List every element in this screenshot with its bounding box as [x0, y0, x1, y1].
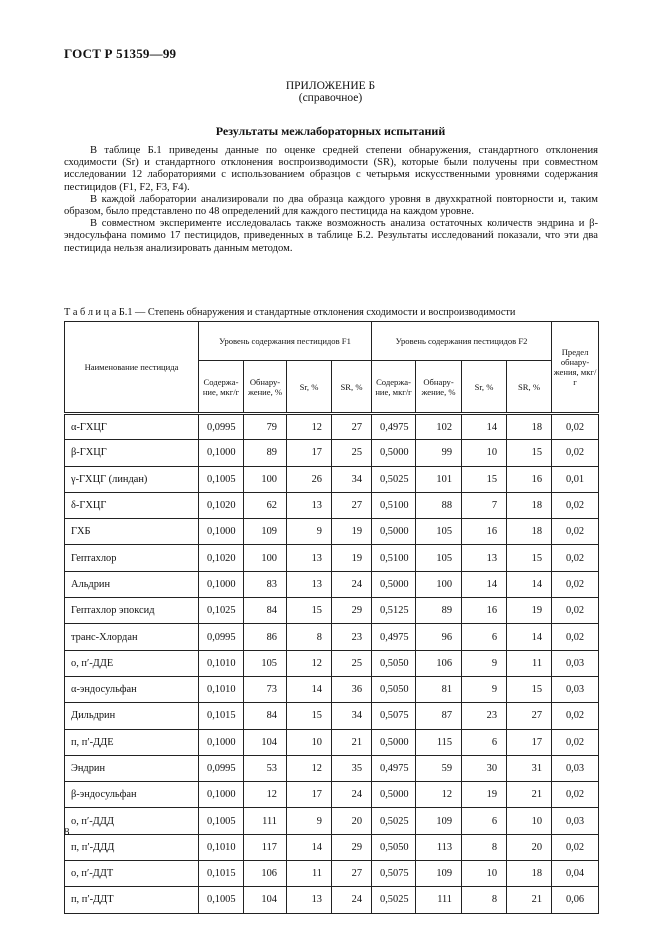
- cell-content-f1: 0,1000: [199, 571, 244, 597]
- cell-content-f2: 0,4975: [372, 624, 416, 650]
- cell-detection-f2: 105: [416, 545, 462, 571]
- cell-sr-f2: 19: [462, 782, 507, 808]
- cell-sR-f1: 36: [332, 676, 372, 702]
- cell-pesticide-name: о, п′-ДДТ: [65, 861, 199, 887]
- cell-content-f2: 0,5050: [372, 834, 416, 860]
- cell-sr-f1: 12: [287, 650, 332, 676]
- cell-sr-f2: 6: [462, 808, 507, 834]
- table-row: [65, 650, 599, 676]
- cell-detection-limit: 0,02: [552, 492, 599, 518]
- col-header-sR-f1: SR, %: [332, 361, 372, 414]
- cell-pesticide-name: Альдрин: [65, 571, 199, 597]
- appendix-subtitle: (справочное): [298, 92, 363, 104]
- cell-sr-f1: 12: [287, 755, 332, 781]
- cell-content-f1: 0,1010: [199, 834, 244, 860]
- cell-content-f1: 0,0995: [199, 414, 244, 440]
- cell-sr-f1: 10: [287, 729, 332, 755]
- cell-sR-f1: 34: [332, 703, 372, 729]
- col-header-name: Наименование пестицида: [65, 322, 199, 414]
- cell-content-f2: 0,5000: [372, 440, 416, 466]
- cell-content-f1: 0,1005: [199, 887, 244, 913]
- cell-sr-f2: 7: [462, 492, 507, 518]
- cell-sr-f2: 6: [462, 729, 507, 755]
- cell-sr-f1: 13: [287, 887, 332, 913]
- cell-sR-f2: 20: [507, 834, 552, 860]
- cell-content-f1: 0,1015: [199, 703, 244, 729]
- cell-detection-limit: 0,02: [552, 519, 599, 545]
- cell-detection-f2: 96: [416, 624, 462, 650]
- cell-content-f2: 0,5100: [372, 492, 416, 518]
- cell-content-f2: 0,4975: [372, 414, 416, 440]
- col-header-sr-f1: Sr, %: [287, 361, 332, 414]
- table-row: [65, 703, 599, 729]
- document-id: ГОСТ Р 51359—99: [64, 46, 177, 61]
- cell-sR-f2: 21: [507, 782, 552, 808]
- cell-sr-f2: 9: [462, 676, 507, 702]
- cell-sR-f1: 21: [332, 729, 372, 755]
- cell-sr-f1: 13: [287, 492, 332, 518]
- col-header-detection-f1: Обнару-жение, %: [244, 361, 287, 414]
- col-header-sR-f2: SR, %: [507, 361, 552, 414]
- cell-sR-f2: 18: [507, 861, 552, 887]
- cell-sR-f1: 34: [332, 466, 372, 492]
- cell-sr-f1: 14: [287, 676, 332, 702]
- col-header-detection-f2: Обнару-жение, %: [416, 361, 462, 414]
- cell-sR-f1: 24: [332, 782, 372, 808]
- table-caption: Т а б л и ц а Б.1 — Степень обнаружения и стандартные отклонения сходимости и воспроизводимости: [64, 307, 516, 318]
- cell-detection-f1: 84: [244, 703, 287, 729]
- cell-detection-limit: 0,02: [552, 729, 599, 755]
- cell-sr-f1: 9: [287, 519, 332, 545]
- col-header-content-f2: Содержа-ние, мкг/г: [372, 361, 416, 414]
- cell-sr-f1: 26: [287, 466, 332, 492]
- cell-detection-f1: 12: [244, 782, 287, 808]
- table-body: [65, 414, 599, 914]
- cell-sR-f2: 31: [507, 755, 552, 781]
- cell-content-f2: 0,5025: [372, 466, 416, 492]
- cell-detection-f1: 100: [244, 466, 287, 492]
- table-row: [65, 808, 599, 834]
- cell-pesticide-name: п, п′-ДДТ: [65, 887, 199, 913]
- cell-detection-limit: 0,02: [552, 624, 599, 650]
- cell-content-f1: 0,1000: [199, 782, 244, 808]
- cell-content-f2: 0,5000: [372, 519, 416, 545]
- cell-sR-f2: 16: [507, 466, 552, 492]
- table-row: [65, 624, 599, 650]
- cell-sR-f1: 27: [332, 492, 372, 518]
- cell-pesticide-name: п, п′-ДДЕ: [65, 729, 199, 755]
- cell-sR-f1: 24: [332, 571, 372, 597]
- cell-detection-f2: 87: [416, 703, 462, 729]
- cell-detection-f1: 89: [244, 440, 287, 466]
- cell-content-f2: 0,5075: [372, 703, 416, 729]
- cell-pesticide-name: δ-ГХЦГ: [65, 492, 199, 518]
- cell-content-f2: 0,5000: [372, 571, 416, 597]
- table-row: [65, 729, 599, 755]
- page-number: 8: [64, 826, 70, 838]
- cell-sR-f1: 20: [332, 808, 372, 834]
- cell-sR-f1: 29: [332, 834, 372, 860]
- cell-sr-f1: 9: [287, 808, 332, 834]
- cell-detection-f2: 115: [416, 729, 462, 755]
- cell-sR-f2: 15: [507, 440, 552, 466]
- cell-detection-limit: 0,02: [552, 545, 599, 571]
- cell-content-f2: 0,5050: [372, 650, 416, 676]
- cell-pesticide-name: транс-Хлордан: [65, 624, 199, 650]
- cell-content-f1: 0,1000: [199, 729, 244, 755]
- cell-content-f2: 0,4975: [372, 755, 416, 781]
- cell-sR-f2: 11: [507, 650, 552, 676]
- cell-detection-f2: 101: [416, 466, 462, 492]
- cell-pesticide-name: Дильдрин: [65, 703, 199, 729]
- table-row: [65, 782, 599, 808]
- paragraph-3: В совместном эксперименте исследовалась также возможность анализа остаточных количеств эндрина и β-эндосульфана помимо 17 пестицидов, приведенных в таблице Б.2. Результаты исследований показали, что эти два пестицида нельзя анализировать данным методом.: [64, 218, 598, 254]
- col-header-content-f1: Содержа-ние, мкг/г: [199, 361, 244, 414]
- cell-sR-f2: 14: [507, 624, 552, 650]
- cell-content-f1: 0,1020: [199, 492, 244, 518]
- cell-sR-f1: 25: [332, 650, 372, 676]
- table-row: [65, 887, 599, 913]
- table-row: [65, 519, 599, 545]
- cell-pesticide-name: п, п′-ДДД: [65, 834, 199, 860]
- cell-sR-f2: 18: [507, 414, 552, 440]
- cell-detection-limit: 0,02: [552, 414, 599, 440]
- appendix-heading: [0, 80, 661, 104]
- cell-pesticide-name: β-ГХЦГ: [65, 440, 199, 466]
- cell-content-f2: 0,5000: [372, 782, 416, 808]
- cell-sR-f2: 10: [507, 808, 552, 834]
- cell-sR-f1: 29: [332, 598, 372, 624]
- cell-sR-f2: 27: [507, 703, 552, 729]
- cell-pesticide-name: γ-ГХЦГ (линдан): [65, 466, 199, 492]
- cell-content-f1: 0,1010: [199, 676, 244, 702]
- cell-sr-f2: 30: [462, 755, 507, 781]
- cell-sR-f2: 15: [507, 545, 552, 571]
- cell-sr-f1: 13: [287, 545, 332, 571]
- cell-pesticide-name: α-ГХЦГ: [65, 414, 199, 440]
- cell-sr-f2: 8: [462, 887, 507, 913]
- cell-sR-f2: 14: [507, 571, 552, 597]
- cell-pesticide-name: Гептахлор эпоксид: [65, 598, 199, 624]
- cell-detection-f2: 89: [416, 598, 462, 624]
- table-row: [65, 571, 599, 597]
- cell-detection-limit: 0,02: [552, 598, 599, 624]
- cell-detection-f2: 111: [416, 887, 462, 913]
- cell-sr-f1: 17: [287, 782, 332, 808]
- cell-sR-f2: 15: [507, 676, 552, 702]
- cell-sR-f1: 24: [332, 887, 372, 913]
- cell-sR-f2: 21: [507, 887, 552, 913]
- cell-sr-f1: 12: [287, 414, 332, 440]
- cell-detection-f1: 86: [244, 624, 287, 650]
- results-table: [64, 321, 599, 914]
- cell-sr-f1: 15: [287, 598, 332, 624]
- cell-sR-f2: 19: [507, 598, 552, 624]
- table-row: [65, 598, 599, 624]
- cell-sr-f1: 17: [287, 440, 332, 466]
- cell-detection-f1: 79: [244, 414, 287, 440]
- cell-sr-f2: 13: [462, 545, 507, 571]
- cell-detection-limit: 0,02: [552, 703, 599, 729]
- table-row: [65, 676, 599, 702]
- cell-detection-f2: 99: [416, 440, 462, 466]
- table-row: [65, 440, 599, 466]
- cell-pesticide-name: ГХБ: [65, 519, 199, 545]
- col-header-level-f1: Уровень содержания пестицидов F1: [199, 322, 372, 361]
- cell-sr-f2: 16: [462, 598, 507, 624]
- cell-detection-f2: 81: [416, 676, 462, 702]
- cell-sR-f1: 27: [332, 414, 372, 440]
- cell-content-f1: 0,1005: [199, 808, 244, 834]
- body-text: [64, 145, 598, 255]
- paragraph-1: В таблице Б.1 приведены данные по оценке средней степени обнаружения, стандартного отклонения сходимости (Sr) и стандартного отклонения воспроизводимости (SR), которые были получены при совместном исследовании 12 лабораториями с использованием образцов с четырьмя искусственными уровнями содержания пестицидов (F1, F2, F3, F4).: [64, 145, 598, 193]
- cell-sr-f1: 14: [287, 834, 332, 860]
- cell-sR-f2: 18: [507, 492, 552, 518]
- cell-detection-f1: 111: [244, 808, 287, 834]
- cell-content-f2: 0,5025: [372, 887, 416, 913]
- col-header-sr-f2: Sr, %: [462, 361, 507, 414]
- cell-content-f1: 0,1025: [199, 598, 244, 624]
- cell-detection-f2: 106: [416, 650, 462, 676]
- cell-detection-f1: 105: [244, 650, 287, 676]
- cell-detection-f1: 104: [244, 887, 287, 913]
- cell-detection-f2: 102: [416, 414, 462, 440]
- cell-sr-f1: 15: [287, 703, 332, 729]
- cell-content-f1: 0,1010: [199, 650, 244, 676]
- cell-pesticide-name: Гептахлор: [65, 545, 199, 571]
- cell-sR-f1: 27: [332, 861, 372, 887]
- cell-content-f2: 0,5025: [372, 808, 416, 834]
- cell-detection-f1: 53: [244, 755, 287, 781]
- cell-detection-limit: 0,01: [552, 466, 599, 492]
- cell-content-f1: 0,1005: [199, 466, 244, 492]
- cell-detection-f1: 106: [244, 861, 287, 887]
- cell-sr-f1: 11: [287, 861, 332, 887]
- cell-detection-f2: 113: [416, 834, 462, 860]
- cell-detection-limit: 0,03: [552, 808, 599, 834]
- table-row: [65, 545, 599, 571]
- cell-detection-f2: 59: [416, 755, 462, 781]
- cell-detection-f1: 83: [244, 571, 287, 597]
- cell-sR-f2: 18: [507, 519, 552, 545]
- appendix-title: ПРИЛОЖЕНИЕ Б: [285, 80, 376, 92]
- cell-detection-f1: 100: [244, 545, 287, 571]
- cell-pesticide-name: о, п′-ДДЕ: [65, 650, 199, 676]
- cell-detection-limit: 0,02: [552, 834, 599, 860]
- cell-sR-f2: 17: [507, 729, 552, 755]
- cell-sr-f2: 14: [462, 571, 507, 597]
- cell-detection-f2: 100: [416, 571, 462, 597]
- cell-detection-f2: 109: [416, 808, 462, 834]
- cell-detection-f1: 62: [244, 492, 287, 518]
- cell-sr-f2: 15: [462, 466, 507, 492]
- cell-content-f2: 0,5075: [372, 861, 416, 887]
- cell-detection-f2: 88: [416, 492, 462, 518]
- cell-sr-f2: 10: [462, 861, 507, 887]
- cell-content-f1: 0,1015: [199, 861, 244, 887]
- cell-sr-f2: 10: [462, 440, 507, 466]
- section-title: Результаты межлабораторных испытаний: [215, 124, 446, 138]
- cell-detection-f1: 117: [244, 834, 287, 860]
- table-row: [65, 861, 599, 887]
- cell-detection-f1: 73: [244, 676, 287, 702]
- cell-pesticide-name: о, п′-ДДД: [65, 808, 199, 834]
- cell-pesticide-name: β-эндосульфан: [65, 782, 199, 808]
- cell-content-f1: 0,0995: [199, 624, 244, 650]
- col-header-limit: Предел обнару-жения, мкг/г: [552, 322, 599, 414]
- cell-detection-f1: 84: [244, 598, 287, 624]
- cell-sr-f2: 9: [462, 650, 507, 676]
- col-header-level-f2: Уровень содержания пестицидов F2: [372, 322, 552, 361]
- cell-detection-limit: 0,03: [552, 755, 599, 781]
- table-row: [65, 466, 599, 492]
- cell-content-f2: 0,5125: [372, 598, 416, 624]
- cell-detection-f2: 109: [416, 861, 462, 887]
- cell-content-f1: 0,1000: [199, 440, 244, 466]
- cell-pesticide-name: α-эндосульфан: [65, 676, 199, 702]
- table-row: [65, 414, 599, 440]
- paragraph-2: В каждой лаборатории анализировали по два образца каждого уровня в двухкратной повторности и, таким образом, было представлено по 48 определений для каждого пестицида на каждом уровне.: [64, 193, 598, 218]
- cell-sR-f1: 19: [332, 519, 372, 545]
- cell-sr-f2: 23: [462, 703, 507, 729]
- cell-content-f2: 0,5050: [372, 676, 416, 702]
- cell-detection-limit: 0,02: [552, 782, 599, 808]
- cell-sR-f1: 25: [332, 440, 372, 466]
- cell-detection-f2: 12: [416, 782, 462, 808]
- cell-detection-limit: 0,03: [552, 676, 599, 702]
- cell-content-f2: 0,5100: [372, 545, 416, 571]
- cell-sr-f2: 8: [462, 834, 507, 860]
- cell-sr-f1: 8: [287, 624, 332, 650]
- table-row: [65, 834, 599, 860]
- cell-detection-limit: 0,02: [552, 440, 599, 466]
- cell-sR-f1: 35: [332, 755, 372, 781]
- cell-sr-f2: 16: [462, 519, 507, 545]
- table-row: [65, 755, 599, 781]
- cell-detection-f1: 109: [244, 519, 287, 545]
- cell-detection-f1: 104: [244, 729, 287, 755]
- cell-sR-f1: 23: [332, 624, 372, 650]
- table-row: [65, 492, 599, 518]
- cell-detection-limit: 0,04: [552, 861, 599, 887]
- cell-detection-limit: 0,06: [552, 887, 599, 913]
- cell-pesticide-name: Эндрин: [65, 755, 199, 781]
- cell-detection-f2: 105: [416, 519, 462, 545]
- cell-content-f1: 0,1000: [199, 519, 244, 545]
- cell-sr-f2: 14: [462, 414, 507, 440]
- cell-sR-f1: 19: [332, 545, 372, 571]
- cell-content-f1: 0,1020: [199, 545, 244, 571]
- cell-content-f1: 0,0995: [199, 755, 244, 781]
- cell-content-f2: 0,5000: [372, 729, 416, 755]
- cell-sr-f2: 6: [462, 624, 507, 650]
- cell-detection-limit: 0,03: [552, 650, 599, 676]
- cell-sr-f1: 13: [287, 571, 332, 597]
- cell-detection-limit: 0,02: [552, 571, 599, 597]
